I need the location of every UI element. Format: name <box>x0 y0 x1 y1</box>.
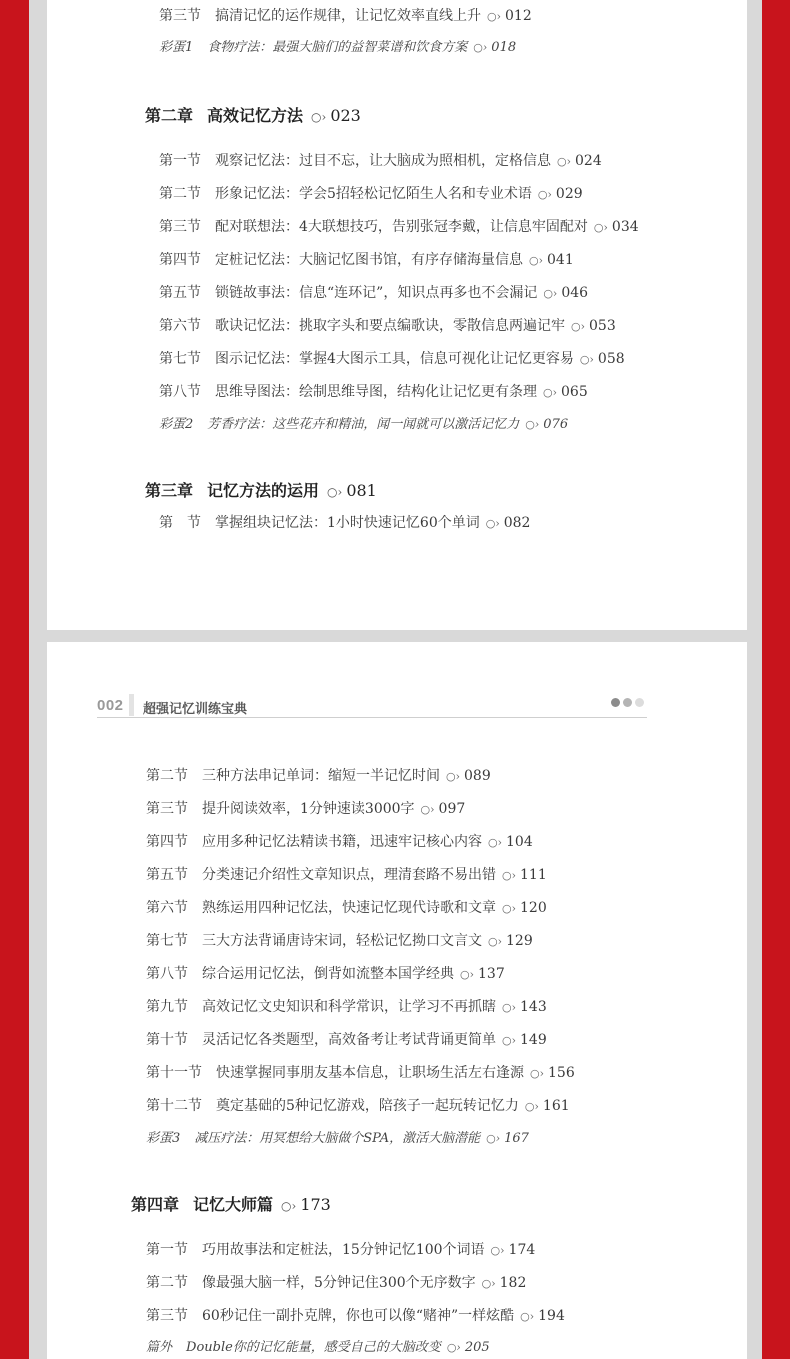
gray-border-right <box>747 0 762 1359</box>
toc-page-upper <box>47 0 747 630</box>
toc-entry: 第六节 歌诀记忆法：挑取字头和要点编歌诀，零散信息两遍记牢 ○› 053 <box>159 318 616 334</box>
dot-icon <box>635 698 644 707</box>
page-arrow-icon: ○› <box>579 353 594 366</box>
page-arrow-icon: ○› <box>537 188 552 201</box>
toc-entry: 第四节 应用多种记忆法精读书籍，迅速牢记核心内容 ○› 104 <box>146 834 533 850</box>
chapter-heading: 第三章 记忆方法的运用 ○› 081 <box>145 481 377 500</box>
book-title: 超强记忆训练宝典 <box>143 702 248 717</box>
page-arrow-icon: ○› <box>490 1244 505 1257</box>
page-arrow-icon: ○› <box>486 1132 501 1145</box>
toc-entry: 第十一节 快速掌握同事朋友基本信息，让职场生活左右逢源 ○› 156 <box>146 1065 575 1081</box>
toc-entry: 第 节 掌握组块记忆法：1小时快速记忆60个单词 ○› 082 <box>159 515 531 531</box>
chapter-heading: 第二章 高效记忆方法 ○› 023 <box>145 106 361 125</box>
page-arrow-icon: ○› <box>543 287 558 300</box>
page-arrow-icon: ○› <box>281 1199 297 1213</box>
page-arrow-icon: ○› <box>502 869 516 882</box>
page-arrow-icon: ○› <box>488 836 502 849</box>
page-gap <box>29 630 762 642</box>
page-arrow-icon: ○› <box>524 1100 539 1113</box>
toc-entry: 第二节 像最强大脑一样，5分钟记住300个无序数字 ○› 182 <box>146 1275 527 1291</box>
page-arrow-icon: ○› <box>525 418 540 431</box>
toc-entry: 第二节 形象记忆法：学会5招轻松记忆陌生人名和专业术语 ○› 029 <box>159 186 583 202</box>
dot-icon <box>611 698 620 707</box>
page-arrow-icon: ○› <box>487 10 501 23</box>
toc-entry: 第三节 配对联想法：4大联想技巧，告别张冠李戴，让信息牢固配对 ○› 034 <box>159 219 639 235</box>
toc-entry: 第七节 三大方法背诵唐诗宋词，轻松记忆拗口文言文 ○› 129 <box>146 933 533 949</box>
toc-entry: 第四节 定桩记忆法：大脑记忆图书馆，有序存储海量信息 ○› 041 <box>159 252 574 268</box>
page-arrow-icon: ○› <box>327 485 343 499</box>
page-arrow-icon: ○› <box>593 221 608 234</box>
page-arrow-icon: ○› <box>311 110 327 124</box>
toc-entry: 第五节 分类速记介绍性文章知识点，理清套路不易出错 ○› 111 <box>146 867 547 883</box>
toc-entry: 第六节 熟练运用四种记忆法，快速记忆现代诗歌和文章 ○› 120 <box>146 900 547 916</box>
page-arrow-icon: ○› <box>502 1034 516 1047</box>
toc-entry: 第一节 观察记忆法：过目不忘，让大脑成为照相机，定格信息 ○› 024 <box>159 153 602 169</box>
toc-entry: 第三节 搞清记忆的运作规律，让记忆效率直线上升 ○› 012 <box>159 8 532 24</box>
page-arrow-icon: ○› <box>460 968 474 981</box>
page-arrow-icon: ○› <box>446 1341 461 1354</box>
dot-icon <box>623 698 632 707</box>
page-arrow-icon: ○› <box>488 935 502 948</box>
page-arrow-icon: ○› <box>520 1310 535 1323</box>
toc-entry: 第九节 高效记忆文史知识和科学常识，让学习不再抓瞎 ○› 143 <box>146 999 547 1015</box>
toc-entry: 第八节 综合运用记忆法，倒背如流整本国学经典 ○› 137 <box>146 966 505 982</box>
toc-extra-entry: 篇外 Double你的记忆能量，感受自己的大脑改变 ○› 205 <box>146 1340 490 1355</box>
page-arrow-icon: ○› <box>557 155 571 168</box>
page-arrow-icon: ○› <box>529 254 543 267</box>
page-arrow-icon: ○› <box>502 1001 516 1014</box>
page-number: 002 <box>97 697 124 714</box>
toc-entry: 第十节 灵活记忆各类题型，高效备考让考试背诵更简单 ○› 149 <box>146 1032 547 1048</box>
page-arrow-icon: ○› <box>446 770 460 783</box>
toc-bonus-entry: 彩蛋3 减压疗法：用冥想给大脑做个SPA，激活大脑潜能 ○› 167 <box>146 1131 529 1146</box>
page-arrow-icon: ○› <box>543 386 557 399</box>
toc-entry: 第五节 锁链故事法：信息“连环记”，知识点再多也不会漏记 ○› 046 <box>159 285 589 301</box>
toc-entry: 第七节 图示记忆法：掌握4大图示工具，信息可视化让记忆更容易 ○› 058 <box>159 351 625 367</box>
page-arrow-icon: ○› <box>502 902 516 915</box>
toc-entry: 第八节 思维导图法：绘制思维导图，结构化让记忆更有条理 ○› 065 <box>159 384 588 400</box>
header-rule <box>97 717 647 718</box>
toc-bonus-entry: 彩蛋2 芳香疗法：这些花卉和精油，闻一闻就可以激活记忆力 ○› 076 <box>159 417 569 432</box>
page-arrow-icon: ○› <box>481 1277 496 1290</box>
toc-page-lower <box>47 642 747 1359</box>
page-arrow-icon: ○› <box>485 517 500 530</box>
toc-entry: 第三节 60秒记住一副扑克牌，你也可以像“赌神”一样炫酷 ○› 194 <box>146 1308 565 1324</box>
page-arrow-icon: ○› <box>530 1067 544 1080</box>
page-arrow-icon: ○› <box>571 320 585 333</box>
gray-border-left <box>29 0 47 1359</box>
toc-bonus-entry: 彩蛋1 食物疗法：最强大脑们的益智菜谱和饮食方案 ○› 018 <box>159 40 517 55</box>
page-arrow-icon: ○› <box>420 803 435 816</box>
toc-entry: 第一节 巧用故事法和定桩法，15分钟记忆100个词语 ○› 174 <box>146 1242 536 1258</box>
toc-entry: 第十二节 奠定基础的5种记忆游戏，陪孩子一起玩转记忆力 ○› 161 <box>146 1098 570 1114</box>
chapter-heading: 第四章 记忆大师篇 ○› 173 <box>131 1195 331 1214</box>
toc-entry: 第二节 三种方法串记单词：缩短一半记忆时间 ○› 089 <box>146 768 491 784</box>
page-arrow-icon: ○› <box>473 41 488 54</box>
toc-entry: 第三节 提升阅读效率，1分钟速读3000字 ○› 097 <box>146 801 466 817</box>
header-divider-bar <box>129 694 134 716</box>
